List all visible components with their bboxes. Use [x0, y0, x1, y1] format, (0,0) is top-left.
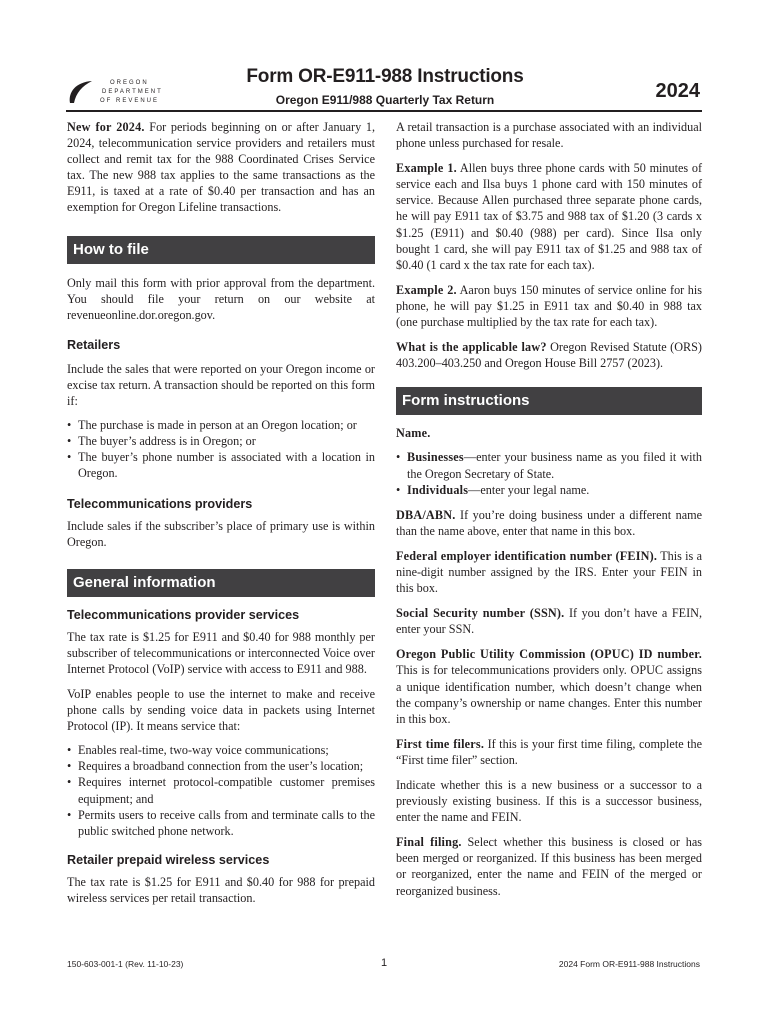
name-paragraph: [396, 425, 702, 441]
right-column: [396, 119, 702, 899]
form-subtitle: Oregon E911/988 Quarterly Tax Return: [275, 93, 495, 107]
dba-abn-paragraph: [396, 507, 702, 539]
logo-line-3: OF REVENUE: [100, 98, 160, 104]
new-for-2024-paragraph: [67, 119, 375, 216]
logo-line-1: OREGON: [110, 80, 149, 86]
new-for-2024-lead: New for 2024.: [67, 120, 145, 134]
list-item: • Businesses—enter your business name as you filed it with the Oregon Secretary of State.: [396, 450, 702, 481]
telecom-provider-services-heading: Telecommunications provider services: [67, 607, 300, 622]
name-lead: Name.: [396, 426, 431, 441]
oregon-dor-logo: [66, 78, 163, 110]
opuc-lead: Oregon Public Utility Commission (OPUC) ID number.: [396, 647, 702, 662]
final-filing-text: Select whether this business is closed or has been merged or reorganized. If this business has been merged or reorganized, enter the name and FEIN of the merged or reorganized business.: [396, 835, 703, 898]
applicable-law-text: Oregon Revised Statute (ORS) 403.200–403.250 and Oregon House Bill 2757 (2023).: [396, 340, 702, 371]
fein-text: This is a nine-digit number assigned by the IRS. Enter your FEIN in this box.: [396, 548, 702, 596]
list-item: • Enables real-time, two-way voice communications;: [67, 743, 329, 758]
retailer-prepaid-heading: Retailer prepaid wireless services: [67, 852, 270, 867]
example-2-paragraph: [396, 282, 702, 330]
list-item: • The purchase is made in person at an Oregon location; or: [67, 418, 357, 433]
fein-paragraph: [396, 548, 702, 596]
successor-paragraph: Indicate whether this is a new business or a successor to a previously existing business. If this is a successor business, enter the name and FEIN.: [396, 778, 702, 825]
how-to-file-text: Only mail this form with prior approval from the department. You should file your return on our website at revenueonline.dor.oregon.gov.: [67, 275, 375, 322]
name-bullet-list: [396, 449, 702, 497]
first-time-filers-lead: First time filers.: [396, 736, 485, 751]
ssn-paragraph: [396, 605, 702, 637]
footer-page-number: 1: [381, 957, 388, 969]
applicable-law-lead: What is the applicable law?: [396, 340, 547, 355]
form-instructions-banner: Form instructions: [396, 387, 702, 415]
retail-transaction-definition: A retail transaction is a purchase associated with an individual phone unless purchased for resale.: [396, 120, 702, 151]
list-item: • Requires internet protocol-compatible customer premises equipment; and: [67, 775, 375, 806]
footer-form-number: 150-603-001-1 (Rev. 11-10-23): [67, 959, 184, 969]
left-column: [67, 119, 375, 906]
logo-swoosh-icon: [66, 78, 96, 108]
first-time-filers-paragraph: [396, 736, 702, 768]
list-item: • Requires a broadband connection from the user’s location;: [67, 759, 364, 774]
example-2-lead: Example 2.: [396, 282, 457, 297]
form-year: 2024: [655, 80, 700, 102]
header-divider: [66, 110, 702, 112]
first-time-filers-text: If this is your first time filing, complete the “First time filer” section.: [396, 736, 702, 767]
voip-bullet-list: [67, 742, 375, 839]
logo-line-2: DEPARTMENT: [102, 89, 163, 95]
list-item: • Permits users to receive calls from and terminate calls to the public switched phone network.: [67, 807, 375, 838]
retailers-heading: Retailers: [67, 337, 121, 352]
ssn-text: If you don’t have a FEIN, enter your SSN.: [396, 606, 702, 637]
example-1-paragraph: [396, 160, 702, 273]
general-information-banner: General information: [67, 569, 375, 597]
retailer-prepaid-text: The tax rate is $1.25 for E911 and $0.40 for 988 for prepaid wireless services per retail transaction.: [67, 874, 375, 905]
fein-lead: Federal employer identification number (FEIN).: [396, 548, 658, 563]
example-1-lead: Example 1.: [396, 161, 457, 176]
example-2-text: Aaron buys 150 minutes of service online for his phone, he will pay $1.25 in E911 tax and $0.40 in 988 tax (one purchase multiplied by the tax rate for each tax).: [396, 282, 702, 330]
retailers-bullet-list: [67, 417, 375, 481]
footer-form-title: 2024 Form OR-E911-988 Instructions: [558, 959, 700, 969]
retailers-text: Include the sales that were reported on your Oregon income or excise tax return. A transaction should be reported on this form if:: [67, 361, 375, 409]
final-filing-paragraph: [396, 834, 702, 898]
form-title: Form OR-E911-988 Instructions: [246, 66, 524, 87]
opuc-paragraph: [396, 646, 702, 726]
list-item: • The buyer’s address is in Oregon; or: [67, 434, 256, 449]
final-filing-lead: Final filing.: [396, 835, 462, 850]
dba-abn-text: If you’re doing business under a different name than the name above, enter that name in this box.: [396, 507, 702, 538]
ssn-lead: Social Security number (SSN).: [396, 606, 565, 621]
example-1-text: Allen buys three phone cards with 50 minutes of service each and Ilsa buys 1 phone card with 150 minutes of service. Because Allen purchased three separate phone cards, he will pay E911 tax of $3.75 and 988 tax of $1.20 (3 cards x $1.25 (E911) and $0.40 (988) per card). Since Ilsa only bought 1 card, she will pay E911 tax of $1.25 and 988 tax of $0.40 (1 card x the tax rate for each tax).: [396, 161, 703, 272]
opuc-text: This is for telecommunications providers only. OPUC assigns a unique identification number, which doesn’t change when the company’s ownership or name changes. Enter this number in this box.: [396, 663, 702, 726]
telecom-providers-text: Include sales if the subscriber’s place of primary use is within Oregon.: [67, 518, 375, 549]
dba-abn-lead: DBA/ABN.: [396, 507, 456, 522]
applicable-law-paragraph: [396, 339, 702, 371]
telecom-provider-services-text: The tax rate is $1.25 for E911 and $0.40 for 988 monthly per subscriber of telecommunications or interconnected Voice over Internet Protocol (VoIP) service with access to E911 and 988.: [67, 629, 375, 676]
new-for-2024-text: For periods beginning on or after January 1, 2024, telecommunication service providers and retailers must collect and remit tax for the 988 Coordinated Crises Service tax. The new 988 tax applies to the same transactions as the E911, is taxed at a rate of $0.40 per transaction and has an exemption for Oregon Lifeline transactions.: [67, 120, 375, 215]
voip-text: VoIP enables people to use the internet to make and receive phone calls by sending voice data in packets using Internet Protocol (IP). It means service that:: [67, 686, 375, 734]
list-item: • The buyer’s phone number is associated with a location in Oregon.: [67, 450, 375, 481]
telecom-providers-heading: Telecommunications providers: [67, 496, 253, 511]
list-item: • Individuals—enter your legal name.: [396, 482, 590, 497]
how-to-file-banner: How to file: [67, 236, 375, 264]
